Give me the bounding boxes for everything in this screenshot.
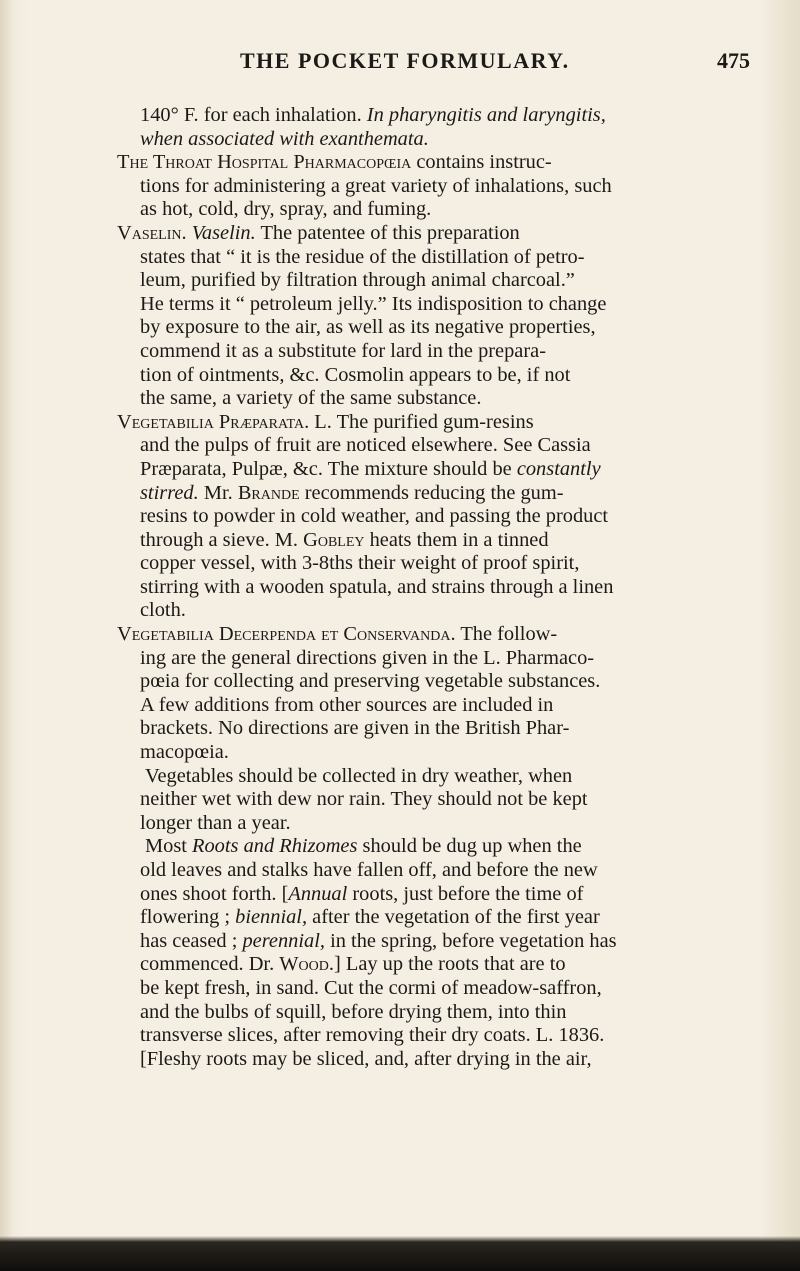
text-line	[117, 387, 763, 411]
text-segment: Vegetabilia Præparata.	[117, 410, 310, 433]
text-line	[117, 316, 763, 340]
text-segment: stirred.	[140, 481, 199, 504]
text-segment: by exposure to the air, as well as its negative properties,	[140, 316, 596, 339]
text-line	[117, 222, 763, 246]
text-segment: pœia for collecting and preserving vegetable substances.	[140, 670, 601, 693]
text-segment: and the pulps of fruit are noticed elsewhere. See Cassia	[140, 434, 591, 457]
text-line	[117, 835, 763, 859]
text-line	[117, 458, 763, 482]
text-segment: has ceased ;	[140, 929, 243, 952]
text-line	[117, 482, 763, 506]
text-line	[117, 906, 763, 930]
text-segment: resins to powder in cold weather, and passing the product	[140, 505, 609, 528]
text-line	[117, 175, 763, 199]
text-segment: ing are the general directions given in the L. Pharmaco-	[140, 646, 595, 669]
text-segment: copper vessel, with 3-8ths their weight of proof spirit,	[140, 552, 580, 575]
page-header	[240, 48, 750, 78]
text-segment: Annual	[288, 882, 348, 905]
text-segment: through a sieve. M.	[140, 528, 304, 551]
text-segment: macopœia.	[140, 741, 229, 764]
text-segment: He terms it “ petroleum jelly.” Its indisposition to change	[140, 292, 607, 315]
page-bottom-edge	[0, 1236, 800, 1271]
text-line	[117, 340, 763, 364]
text-line	[117, 694, 763, 718]
text-line	[117, 293, 763, 317]
text-segment: after the vegetation of the first year	[307, 906, 600, 929]
text-segment: perennial,	[242, 929, 325, 952]
text-line	[117, 647, 763, 671]
text-segment: neither wet with dew nor rain. They should not be kept	[140, 788, 588, 811]
text-line	[117, 788, 763, 812]
text-segment: 140° F. for each inhalation.	[140, 104, 367, 126]
text-line	[117, 434, 763, 458]
text-segment: A few additions from other sources are included in	[140, 693, 554, 716]
text-segment: stirring with a wooden spatula, and strains through a linen	[140, 575, 614, 598]
text-segment: Roots and Rhizomes	[192, 835, 358, 858]
page-number: 475	[717, 48, 750, 73]
text-line	[117, 953, 763, 977]
text-line	[117, 505, 763, 529]
text-line	[117, 128, 763, 152]
text-segment: in the spring, before vegetation has	[324, 929, 617, 952]
text-segment: constantly	[516, 457, 601, 480]
text-line	[117, 599, 763, 623]
text-segment: as hot, cold, dry, spray, and fuming.	[140, 198, 432, 221]
text-line	[117, 552, 763, 576]
text-segment: Vaselin.	[191, 221, 256, 244]
text-segment: should be dug up when the	[357, 835, 582, 858]
text-segment: Gobley	[303, 528, 365, 551]
text-segment: Most	[145, 835, 193, 858]
text-segment: tion of ointments, &c. Cosmolin appears to be, if not	[140, 363, 571, 386]
text-segment: brackets. No directions are given in the British Phar-	[140, 717, 570, 740]
text-segment: longer than a year.	[140, 811, 291, 834]
text-segment: .] Lay up the roots that are to	[328, 953, 566, 976]
text-segment: roots, just before the time of	[347, 882, 584, 905]
text-line	[117, 1048, 763, 1072]
text-segment: Præparata, Pulpæ, &c. The mixture should be	[140, 457, 517, 480]
text-segment: Vegetabilia Decerpenda et Conservanda.	[117, 623, 456, 646]
text-line	[117, 269, 763, 293]
text-line	[117, 883, 763, 907]
text-segment: flowering ;	[140, 906, 236, 929]
text-segment: heats them in a tinned	[364, 528, 549, 551]
text-line	[117, 670, 763, 694]
text-segment: be kept fresh, in sand. Cut the cormi of meadow-saffron,	[140, 976, 602, 999]
text-line	[117, 717, 763, 741]
text-line	[117, 1024, 763, 1048]
text-line	[117, 1001, 763, 1025]
text-segment: Brande	[237, 481, 300, 504]
text-segment: Vaselin.	[117, 221, 187, 244]
text-line	[117, 930, 763, 954]
text-segment: old leaves and stalks have fallen off, and before the new	[140, 859, 598, 881]
text-segment: transverse slices, after removing their dry coats. L. 1836.	[140, 1024, 605, 1047]
text-segment: The patentee of this preparation	[255, 221, 520, 244]
text-segment: commenced. Dr.	[140, 953, 280, 976]
text-segment: and the bulbs of squill, before drying them, into thin	[140, 1000, 567, 1023]
text-segment: states that “ it is the residue of the distillation of petro-	[140, 245, 585, 268]
text-line	[117, 529, 763, 553]
text-segment: [Fleshy roots may be sliced, and, after drying in the air,	[140, 1047, 592, 1070]
text-line	[117, 977, 763, 1001]
text-segment: Vegetables should be collected in dry weather, when	[145, 764, 573, 787]
text-line	[117, 151, 763, 175]
text-line	[117, 104, 763, 128]
text-segment: when associated with exanthemata.	[140, 127, 429, 150]
running-title: THE POCKET FORMULARY.	[240, 48, 570, 73]
text-line	[117, 364, 763, 388]
text-segment: commend it as a substitute for lard in the prepara-	[140, 339, 546, 362]
text-segment: biennial,	[235, 906, 308, 929]
text-line	[117, 859, 763, 883]
text-line	[117, 198, 763, 222]
text-line	[117, 741, 763, 765]
text-line	[117, 576, 763, 600]
text-segment: L. The purified gum-resins	[309, 410, 534, 433]
text-line	[117, 411, 763, 435]
text-line	[117, 246, 763, 270]
text-segment: In pharyngitis and laryngitis,	[366, 104, 606, 126]
text-segment: ones shoot forth. [	[140, 882, 289, 905]
text-segment: tions for administering a great variety of inhalations, such	[140, 174, 612, 197]
body-text	[117, 104, 763, 1071]
text-segment: the same, a variety of the same substance.	[140, 387, 482, 410]
text-segment: recommends reducing the gum-	[299, 481, 564, 504]
text-line	[117, 812, 763, 836]
text-segment: The Throat Hospital Pharmacopœia	[117, 151, 412, 174]
text-segment: Mr.	[198, 481, 238, 504]
text-segment: contains instruc-	[411, 151, 552, 174]
text-segment: leum, purified by filtration through animal charcoal.”	[140, 269, 575, 292]
text-segment: cloth.	[140, 599, 186, 622]
text-segment: The follow-	[455, 623, 558, 646]
text-line	[117, 623, 763, 647]
text-line	[117, 765, 763, 789]
text-segment: Wood	[279, 953, 329, 976]
